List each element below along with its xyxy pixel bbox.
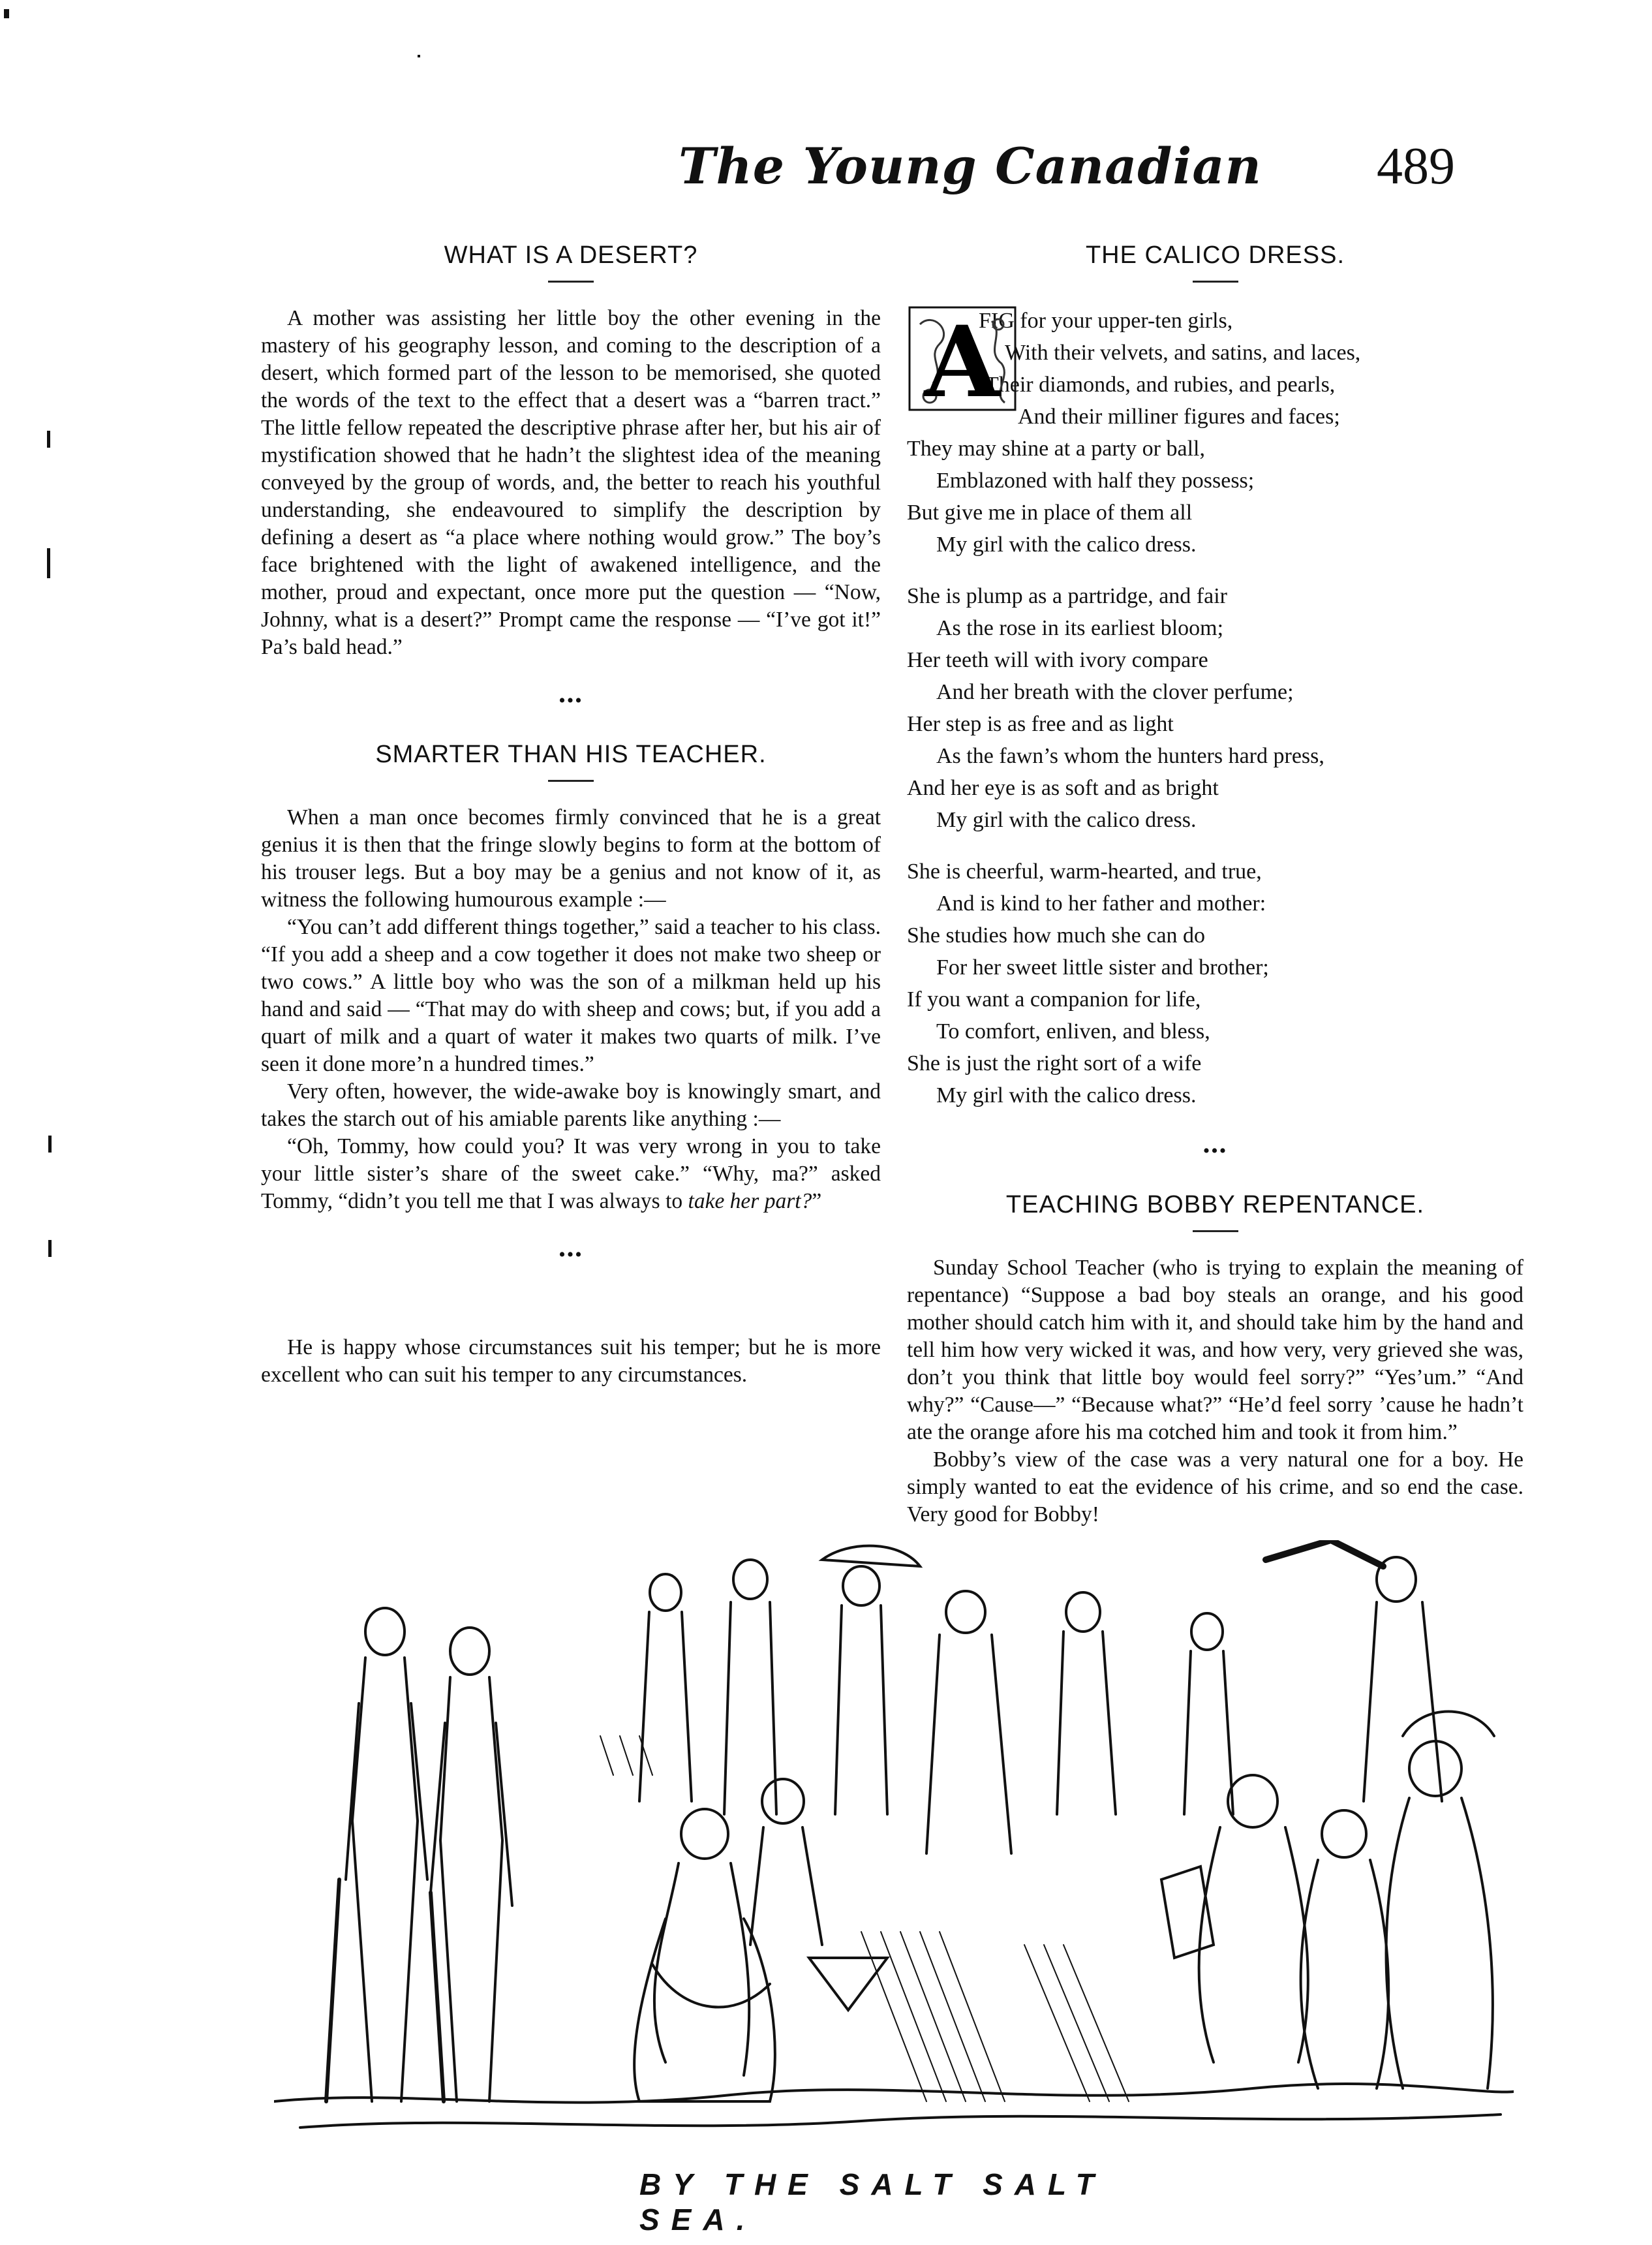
poem-line: My girl with the calico dress. — [936, 808, 1197, 832]
poem-body — [907, 305, 1523, 1111]
publication-title: The Young Canadian — [679, 137, 1262, 195]
heading-rule — [548, 780, 594, 782]
maxim-paragraph: He is happy whose circumstances suit his temper; but he is more excellent who can suit his temper to any circumstances. — [261, 1335, 881, 1387]
article-paragraph: Bobby’s view of the case was a very natural one for a boy. He simply wanted to eat the evidence of his crime, and so end the case. Very good for Bobby! — [907, 1448, 1523, 1526]
section-divider: ••• — [558, 690, 583, 711]
poem-line: To comfort, enliven, and bless, — [936, 1019, 1210, 1044]
article-teaching-bobby-repentance — [907, 1191, 1523, 1528]
page-number: 489 — [1377, 138, 1455, 195]
text-run: “Oh, Tommy, how could you? It was very wrong in you to take your little sister’s share of the sweet cake.” “Why, ma?” asked Tommy, “didn’t you tell me that I was always to — [261, 1134, 881, 1213]
article-paragraph: “You can’t add different things together,” said a teacher to his class. “If you add a sheep and a cow together it does not make two sheep or two cows.” A little boy who was the son of a milkman held up his hand and said — “That may do with sheep and cows; but, if you add a quart of milk and a quart of water it makes two quarts of milk. I’ve seen it done more’n a hundred times.” — [261, 915, 881, 1076]
masthead — [652, 137, 1455, 209]
poem-line: Their diamonds, and rubies, and pearls, — [985, 373, 1336, 397]
children-digging-figure — [634, 1779, 887, 2101]
poem-stanza — [907, 856, 1523, 1111]
poem-line: She studies how much she can do — [907, 923, 1206, 948]
illustration-caption: BY THE SALT SALT SEA. — [639, 2167, 1106, 2237]
ornamental-drop-cap — [907, 305, 1018, 412]
section-divider: ••• — [1202, 1140, 1228, 1162]
poem-line: My girl with the calico dress. — [936, 1083, 1197, 1107]
seaside-engraving-illustration — [274, 1540, 1514, 2167]
poem-line: And their milliner figures and faces; — [1018, 405, 1340, 429]
heading-rule — [548, 281, 594, 283]
heading-rule — [1193, 281, 1238, 283]
poem-line: They may shine at a party or ball, — [907, 437, 1205, 461]
poem-line: For her sweet little sister and brother; — [936, 955, 1269, 980]
heading-rule — [1193, 1230, 1238, 1232]
poem-line: My girl with the calico dress. — [936, 533, 1197, 557]
poem-line: If you want a companion for life, — [907, 987, 1201, 1012]
poem-line: Emblazoned with half they possess; — [936, 469, 1255, 493]
poem-stanza — [907, 580, 1523, 836]
article-heading: WHAT IS A DESERT? — [444, 241, 698, 269]
article-paragraph: A mother was assisting her little boy the other evening in the mastery of his geography lesson, and coming to the description of a desert, which formed part of the lesson to be memorised, she quoted the words of the text to the effect that a desert was a “barren tract.” The little fellow repeated the descriptive phrase after her, but his air of mystification showed that he hadn’t the slightest idea of the meaning conveyed by the group of words, and, the better to reach his youthful understanding, she endeavoured to simplify the description by defining a desert as “a place where nothing would grow.” The boy’s face brightened with the light of awakened intelligence, and the mother, proud and expectant, once more put the question — “Now, Johnny, what is a desert?” Prompt came the response — “I’ve got it!” Pa’s bald head.” — [261, 306, 881, 659]
right-column — [907, 241, 1523, 1528]
standing-boys-figure — [326, 1608, 512, 2101]
poem-line: But give me in place of them all — [907, 501, 1193, 525]
poem-line: FIG for your upper-ten girls, — [979, 309, 1233, 333]
left-column — [261, 241, 881, 1389]
seated-ladies-figure — [1161, 1712, 1494, 2089]
poem-line: As the rose in its earliest bloom; — [936, 616, 1224, 640]
article-smarter-than-his-teacher — [261, 741, 881, 1215]
section-divider: ••• — [558, 1244, 583, 1265]
article-paragraph: Sunday School Teacher (who is trying to explain the meaning of repentance) “Suppose a bad boy steals an orange, and his good mother should catch him with it, and should take him by the hand and tell him how very wicked it was, and how very, very grieved she was, don’t you think that little boy would feel sorry?” “Yes’um.” “And why?” “Cause—” “Because what?” “He’d feel sorry ’cause he hadn’t ate the orange afore his ma cotched him and took it from him.” — [907, 1256, 1523, 1444]
poem-line: Her teeth will with ivory compare — [907, 648, 1208, 672]
poem-line: She is plump as a partridge, and fair — [907, 584, 1227, 608]
article-heading: TEACHING BOBBY REPENTANCE. — [1005, 1191, 1425, 1218]
article-paragraph — [261, 1133, 881, 1215]
italic-text: take her part? — [688, 1189, 812, 1213]
poem-line: As the fawn’s whom the hunters hard press, — [936, 744, 1324, 768]
article-paragraph: Very often, however, the wide-awake boy is knowingly smart, and takes the starch out of his amiable parents like anything :— — [261, 1079, 881, 1131]
article-heading: SMARTER THAN HIS TEACHER. — [375, 741, 767, 768]
poem-line: Her step is as free and as light — [907, 712, 1174, 736]
poem-line: She is just the right sort of a wife — [907, 1051, 1202, 1076]
svg-text:A: A — [924, 305, 1001, 412]
text-run: ” — [812, 1189, 822, 1213]
poem-line: And is kind to her father and mother: — [936, 891, 1266, 916]
poem-line: And her eye is as soft and as bright — [907, 776, 1219, 800]
article-paragraph: When a man once becomes firmly convinced that he is a great genius it is then that the fringe slowly begins to form at the bottom of his trouser legs. But a boy may be a genius and not know of it, as witness the following humourous example :— — [261, 805, 881, 912]
poem-line: She is cheerful, warm-hearted, and true, — [907, 859, 1262, 884]
poem-line: With their velvets, and satins, and laces, — [1005, 341, 1361, 365]
article-what-is-a-desert — [261, 241, 881, 661]
background-crowd-figure — [639, 1540, 1442, 1853]
poem-heading: THE CALICO DRESS. — [1085, 241, 1345, 269]
poem-the-calico-dress — [907, 241, 1523, 1111]
poem-line: And her breath with the clover perfume; — [936, 680, 1294, 704]
